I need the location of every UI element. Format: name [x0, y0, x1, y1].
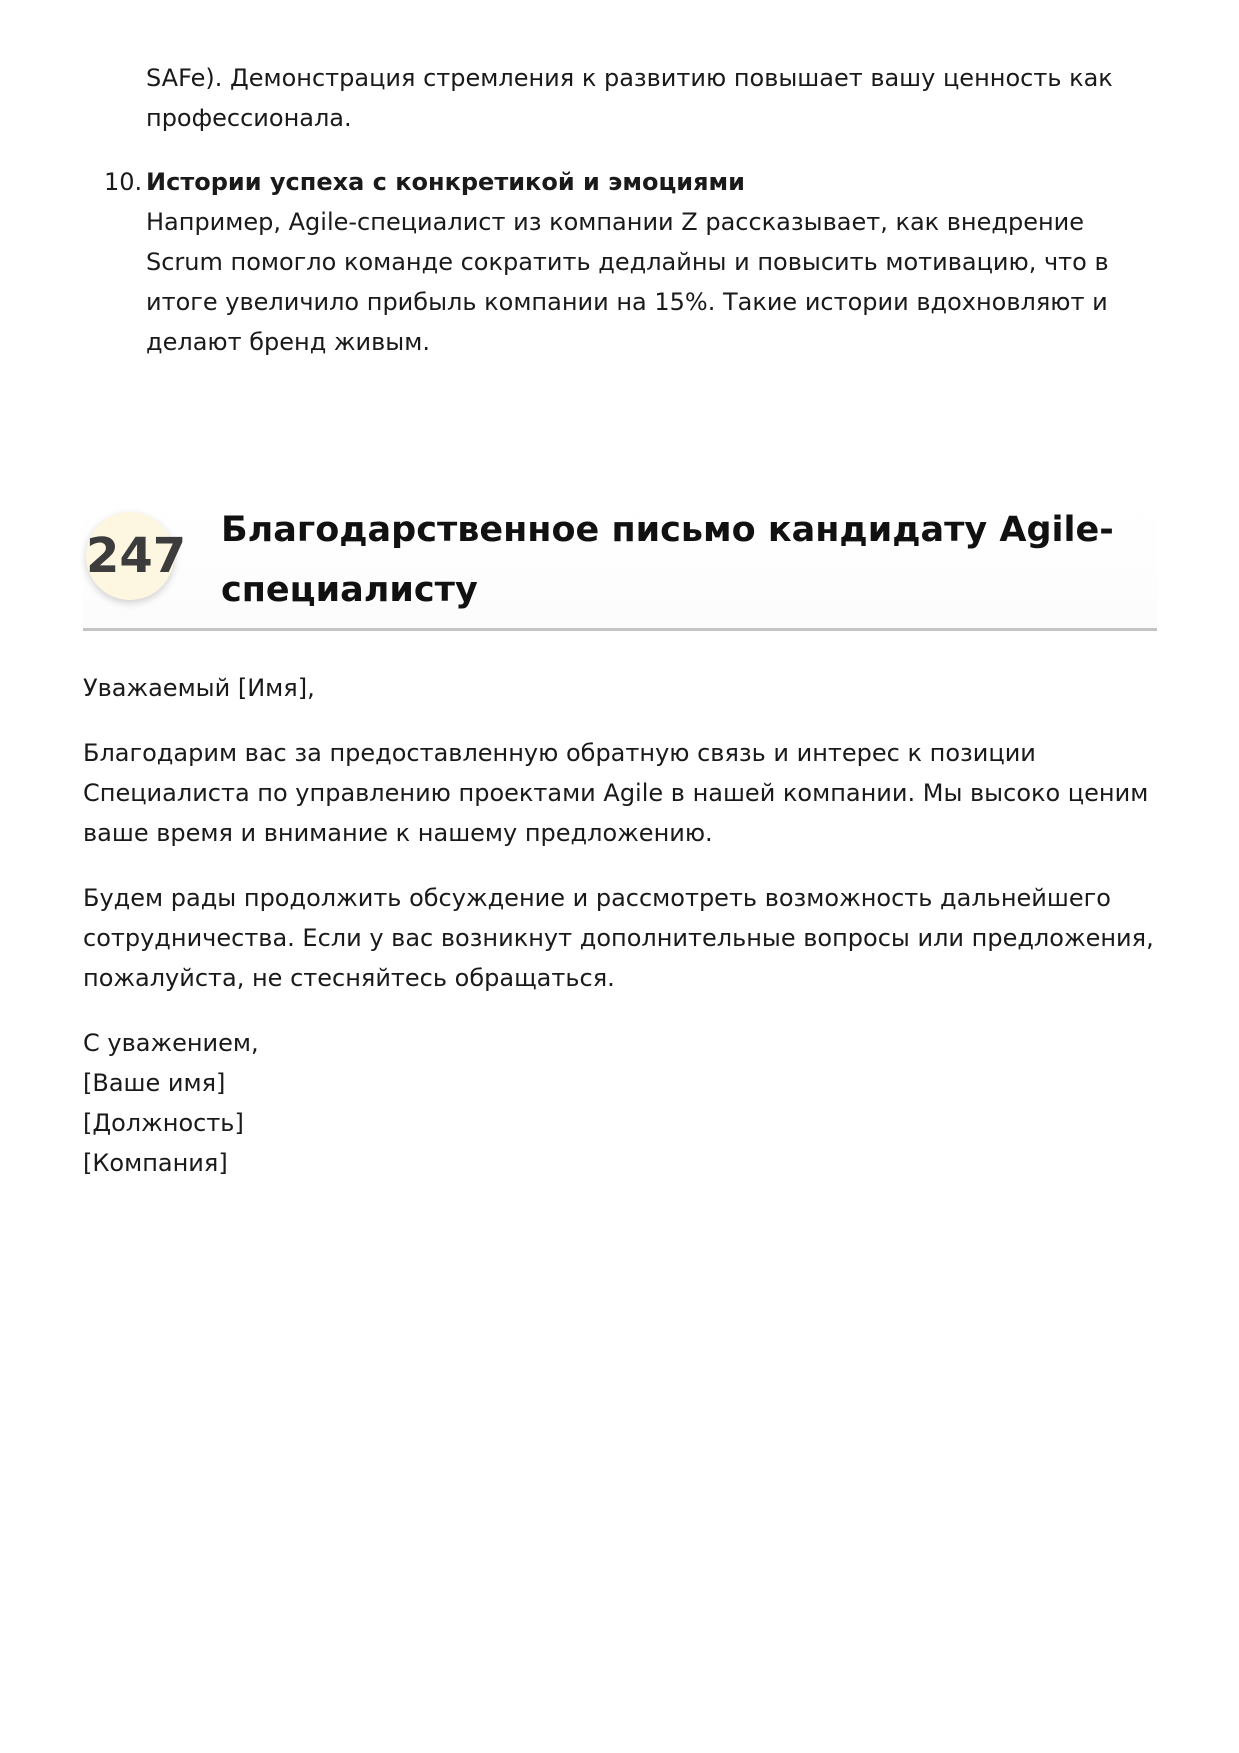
letter-paragraph: Благодарим вас за предоставленную обратную связь и интерес к позиции Специалиста по управлению проектами Agile в нашей компании. Мы высоко ценим ваше время и внимание к нашему предложению.: [83, 739, 1149, 847]
list-item-title: Истории успеха с конкретикой и эмоциями: [146, 168, 745, 196]
section-header: [83, 500, 1157, 631]
list-item-body: Например, Agile-специалист из компании Z рассказывает, как внедрение Scrum помогло команде сократить дедлайны и повысить мотивацию, что в итоге увеличило прибыль компании на 15%. Такие истории вдохновляют и делают бренд живым.: [146, 208, 1109, 356]
letter-closing: С уважением,: [83, 1029, 259, 1057]
list-item-continuation: SAFe). Демонстрация стремления к развитию повышает вашу ценность как профессионала.: [146, 64, 1113, 132]
section-title: Благодарственное письмо кандидату Agile-специалисту: [221, 510, 1114, 610]
letter-body: [83, 668, 1161, 1183]
letter-signature: [83, 1023, 1161, 1183]
list-item-content: [146, 162, 1164, 362]
letter-paragraph: Будем рады продолжить обсуждение и рассмотреть возможность дальнейшего сотрудничества. Если у вас возникнут дополнительные вопросы или предложения, пожалуйста, не стесняйтесь обращаться.: [83, 884, 1154, 992]
section-number-badge: 247: [86, 512, 174, 600]
signature-name: [Ваше имя]: [83, 1069, 226, 1097]
letter-greeting: Уважаемый [Имя],: [83, 674, 315, 702]
list-item: [104, 162, 1164, 362]
signature-company: [Компания]: [83, 1149, 228, 1177]
list-item-number: 10.: [104, 168, 143, 196]
signature-position: [Должность]: [83, 1109, 244, 1137]
